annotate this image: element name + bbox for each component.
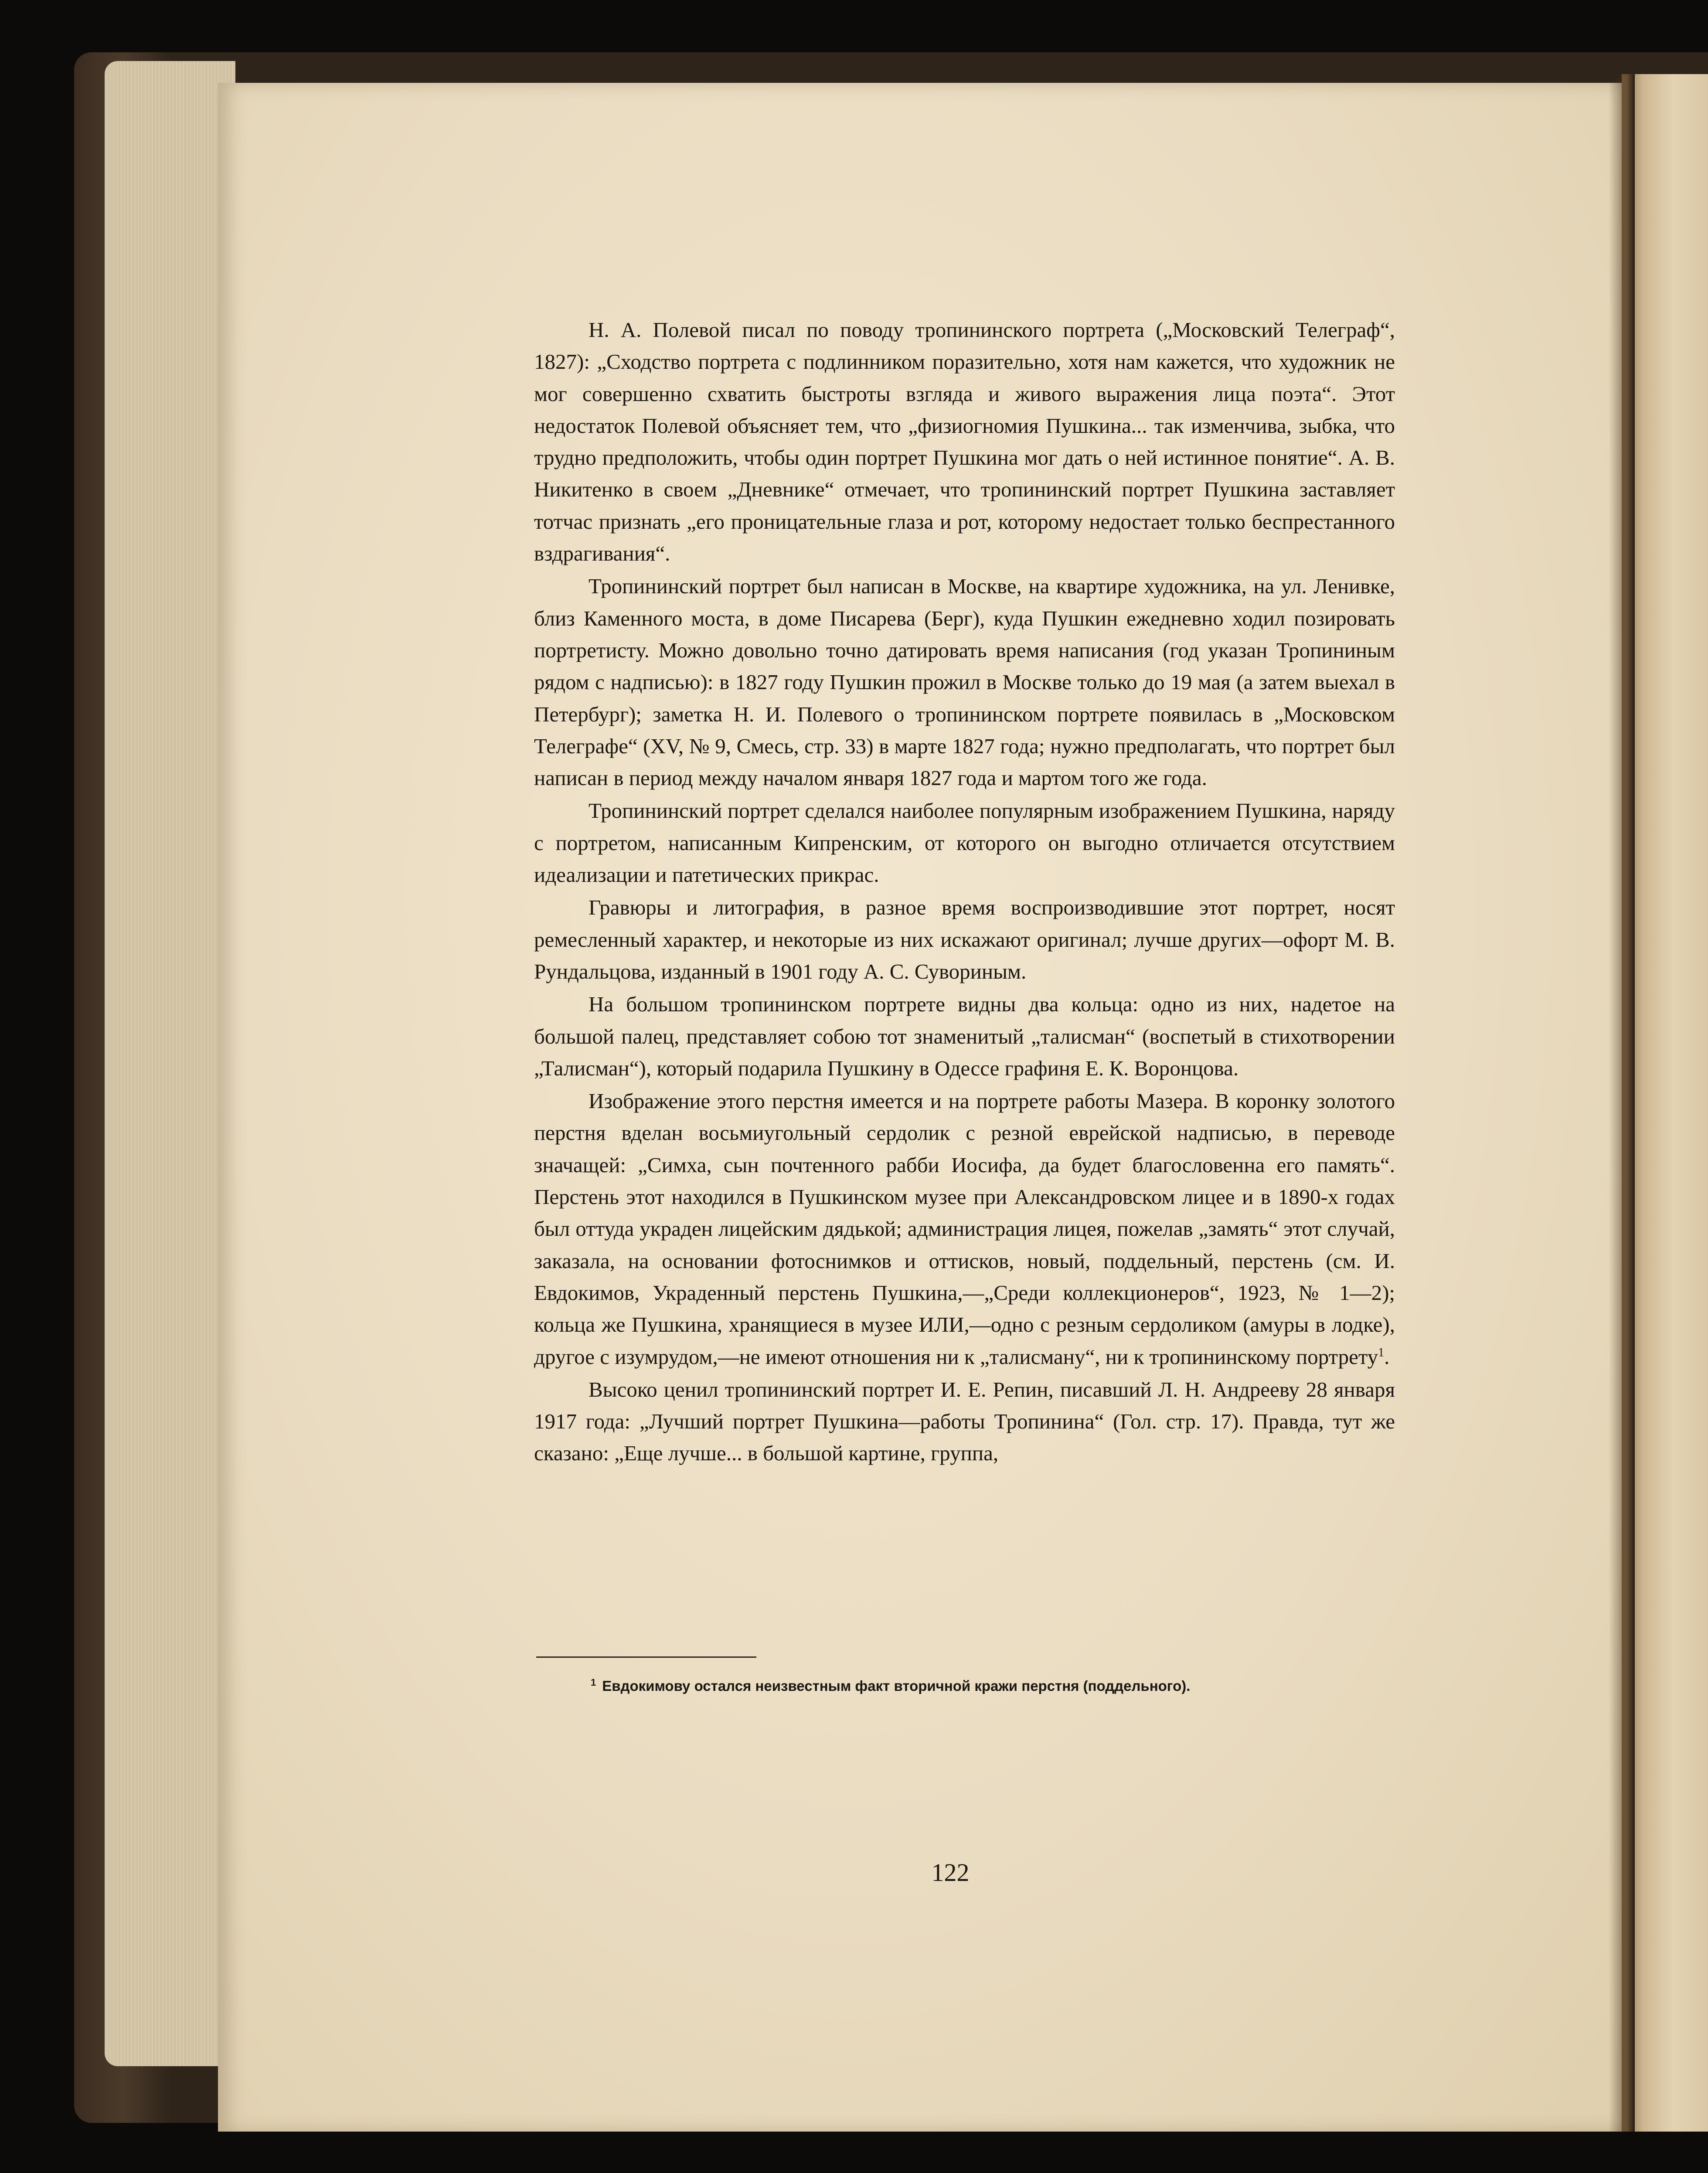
body-text <box>534 314 1395 1469</box>
paragraph-6: Изображение этого перстня имеется и на портрете работы Мазера. В коронку золотого перстня вделан восьмиугольный сердолик с резной еврейской надписью, в переводе значащей: „Симха, сын почтенного рабби Иосифа, да будет благословенна его память“. Перстень этот находился в Пушкинском музее при Александровском лицее и в 1890-х годах был оттуда украден лицейским дядькой; администрация лицея, пожелав „замять“ этот случай, заказала, на основании фотоснимков и оттисков, новый, поддельный, перстень (см. И. Евдокимов, Украденный перстень Пушкина,—„Среди коллекционеров“, 1923, № 1—2); кольца же Пушкина, хранящиеся в музее ИЛИ,—одно с резным сердоликом (амуры в лодке), другое с изумрудом,—не имеют отношения ни к „талисману“, ни к тропининскому портрету$^1$. <box>534 1089 1395 1369</box>
paragraph-6-text: Изображение этого перстня имеется и на портрете работы Мазера. В коронку золотого перстня вделан восьмиугольный сердолик с резной еврейской надписью, в переводе значащей: „Симха, сын почтенного рабби Иосифа, да будет благословенна его память“. Перстень этот находился в Пушкинском музее при Александровском лицее и в 1890-х годах был оттуда украден лицейским дядькой; администрация лицея, пожелав „замять“ этот случай, заказала, на основании фотоснимков и оттисков, новый, поддельный, перстень (см. И. Евдокимов, Украденный перстень Пушкина,—„Среди коллекционеров“, 1923, № 1—2); кольца же Пушкина, хранящиеся в музее ИЛИ,—одно с резным сердоликом (амуры в лодке), другое с изумрудом,—не имеют отношения ни к „талисману“, ни к тропининскому портрету <box>534 1089 1395 1369</box>
page-number: 122 <box>931 1858 970 1887</box>
page-edges <box>105 61 235 2066</box>
paragraph-3: Тропининский портрет сделался наиболее популярным изображением Пушкина, наряду с портретом, написанным Кипренским, от которого он выгодно отличается отсутствием идеализации и патетических прикрас. <box>534 799 1395 887</box>
paragraph-5: На большом тропининском портрете видны два кольца: одно из них, надетое на большой палец, представляет собою тот знаменитый „талисман“ (воспетый в стихотворении „Талисман“), который подарила Пушкину в Одессе графиня Е. К. Воронцова. <box>534 992 1395 1080</box>
paragraph-7: Высоко ценил тропининский портрет И. Е. Репин, писавший Л. Н. Андрееву 28 января 1917 года: „Лучший портрет Пушкина—работы Тропинина“ (Гол. стр. 17). Правда, тут же сказано: „Еще лучше... в большой картине, группа, <box>534 1377 1395 1466</box>
footnote-marker: 1 <box>591 1677 596 1688</box>
footnote-reference: 1 <box>1378 1346 1385 1360</box>
footnote-text: Евдокимову остался неизвестным факт вторичной кражи перстня (поддельного). <box>602 1678 1191 1694</box>
footnote <box>591 1673 1375 1696</box>
paragraph-2: Тропининский портрет был написан в Москве, на квартире художника, на ул. Ленивке, близ Каменного моста, в доме Писарева (Берг), куда Пушкин ежедневно ходил позировать портретисту. Можно довольно точно датировать время написания (год указан Тропининым рядом с надписью): в 1827 году Пушкин прожил в Москве только до 19 мая (а затем выехал в Петербург); заметка Н. И. Полевого о тропининском портрете появилась в „Московском Телеграфе“ (XV, № 9, Смесь, стр. 33) в марте 1827 года; нужно предполагать, что портрет был написан в период между началом января 1827 года и мартом того же года. <box>534 574 1395 790</box>
paragraph-1: Н. А. Полевой писал по поводу тропининского портрета („Московский Телеграф“, 1827): „Сходство портрета с подлинником поразительно, хотя нам кажется, что художник не мог совершенно схватить быстроты взгляда и живого выражения лица поэта“. Этот недостаток Полевой объясняет тем, что „физиогномия Пушкина... так изменчива, зыбка, что трудно предположить, чтобы один портрет Пушкина мог дать о ней истинное понятие“. А. В. Никитенко в своем „Дневнике“ отмечает, что тропининский портрет Пушкина заставляет тотчас признать „его проницательные глаза и рот, которому недостает только беспрестанного вздрагивания“. <box>534 318 1395 566</box>
paragraph-4: Гравюры и литография, в разное время воспроизводившие этот портрет, носят ремесленный характер, и некоторые из них искажают оригинал; лучше других—офорт М. В. Рундальцова, изданный в 1901 году А. С. Сувориным. <box>534 895 1395 983</box>
gutter-shadow <box>1609 74 1635 2132</box>
footnote-divider <box>536 1656 756 1658</box>
